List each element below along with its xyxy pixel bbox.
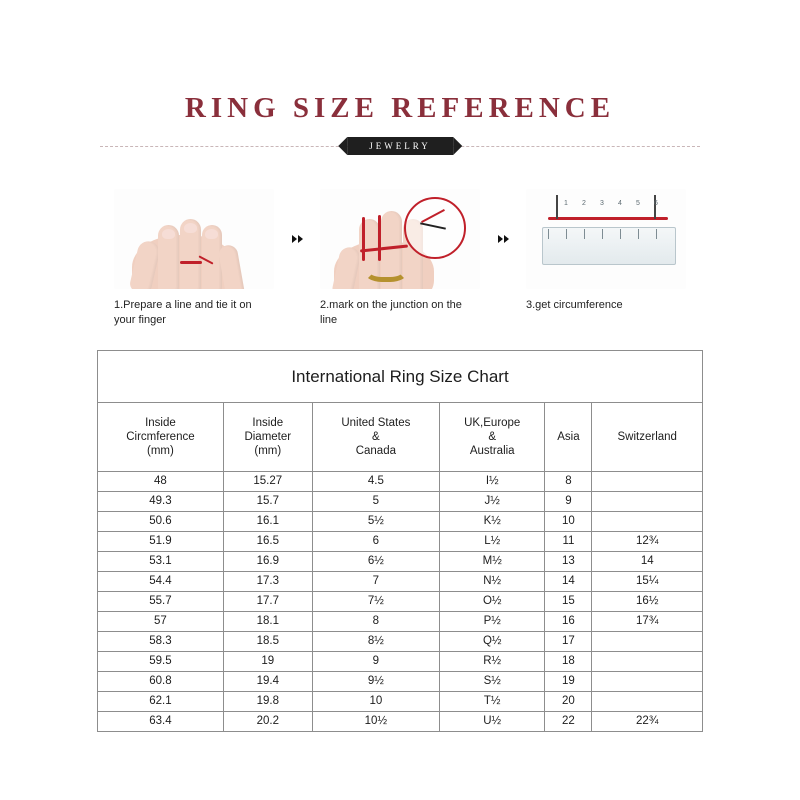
column-header-switzerland: Switzerland (592, 403, 702, 472)
table-cell: Q½ (440, 632, 545, 652)
table-cell: 6½ (312, 552, 439, 572)
table-cell: 50.6 (98, 512, 223, 532)
step-2-caption: 2.mark on the junction on the line (320, 299, 462, 326)
table-row (98, 512, 702, 532)
table-cell: M½ (440, 552, 545, 572)
table-cell: 7½ (312, 592, 439, 612)
table-row (98, 572, 702, 592)
table-cell: 63.4 (98, 712, 223, 732)
column-header-inside-circumference: Inside Circmference (mm) (98, 403, 223, 472)
step-1 (114, 189, 274, 328)
table-row (98, 552, 702, 572)
table-cell: 8 (545, 472, 592, 492)
table-cell: 13 (545, 552, 592, 572)
table-cell: 55.7 (98, 592, 223, 612)
table-cell: 18.5 (223, 632, 312, 652)
table-cell: 8 (312, 612, 439, 632)
table-cell: 16½ (592, 592, 702, 612)
table-cell: 54.4 (98, 572, 223, 592)
table-cell: 15¼ (592, 572, 702, 592)
table-cell: 9 (312, 652, 439, 672)
table-cell: 14 (545, 572, 592, 592)
table-cell (592, 632, 702, 652)
table-cell: 17 (545, 632, 592, 652)
column-header-uk-europe-australia: UK,Europe & Australia (440, 403, 545, 472)
table-cell: 10 (312, 692, 439, 712)
table-cell (592, 652, 702, 672)
table-row (98, 492, 702, 512)
table-cell: 6 (312, 532, 439, 552)
table-cell: 4.5 (312, 472, 439, 492)
ruler-measuring-image: 1 2 3 4 5 6 (526, 189, 686, 289)
table-cell: 19 (223, 652, 312, 672)
column-header-inside-diameter: Inside Diameter (mm) (223, 403, 312, 472)
table-row (98, 652, 702, 672)
hand-marking-junction-image (320, 189, 480, 289)
table-cell: 58.3 (98, 632, 223, 652)
table-cell: 15.27 (223, 472, 312, 492)
table-row (98, 472, 702, 492)
table-row (98, 692, 702, 712)
ring-size-chart (97, 350, 703, 732)
table-cell: 9½ (312, 672, 439, 692)
table-cell: 5½ (312, 512, 439, 532)
hand-with-thread-image (114, 189, 274, 289)
table-cell: 53.1 (98, 552, 223, 572)
table-row (98, 672, 702, 692)
table-cell: 18 (545, 652, 592, 672)
table-cell: 57 (98, 612, 223, 632)
table-cell: R½ (440, 652, 545, 672)
table-cell: 16.9 (223, 552, 312, 572)
table-cell: 16.1 (223, 512, 312, 532)
table-cell (592, 512, 702, 532)
size-table (98, 403, 702, 732)
table-cell: U½ (440, 712, 545, 732)
page-header (0, 0, 800, 157)
table-cell (592, 672, 702, 692)
table-row (98, 592, 702, 612)
table-cell (592, 492, 702, 512)
table-cell: 7 (312, 572, 439, 592)
table-cell: 60.8 (98, 672, 223, 692)
table-cell: 10½ (312, 712, 439, 732)
step-3-caption: 3.get circumference (526, 299, 623, 311)
table-cell: 11 (545, 532, 592, 552)
table-cell: 9 (545, 492, 592, 512)
table-cell: I½ (440, 472, 545, 492)
table-cell: 15 (545, 592, 592, 612)
table-cell: 48 (98, 472, 223, 492)
table-row (98, 712, 702, 732)
table-row (98, 632, 702, 652)
steps-row (0, 189, 800, 328)
header-divider (0, 137, 800, 157)
chart-title: International Ring Size Chart (98, 351, 702, 403)
table-row (98, 532, 702, 552)
table-cell: 22¾ (592, 712, 702, 732)
table-cell: P½ (440, 612, 545, 632)
jewelry-badge: JEWELRY (347, 137, 453, 155)
step-arrow-1 (274, 189, 320, 289)
table-header-row (98, 403, 702, 472)
table-cell: 10 (545, 512, 592, 532)
table-cell: 16 (545, 612, 592, 632)
table-cell: 20 (545, 692, 592, 712)
table-cell: 20.2 (223, 712, 312, 732)
page-title: RING SIZE REFERENCE (184, 92, 616, 124)
table-cell: 51.9 (98, 532, 223, 552)
table-cell: 22 (545, 712, 592, 732)
table-cell (592, 692, 702, 712)
table-cell: 49.3 (98, 492, 223, 512)
table-cell: J½ (440, 492, 545, 512)
table-cell: 15.7 (223, 492, 312, 512)
column-header-asia: Asia (545, 403, 592, 472)
table-cell: 18.1 (223, 612, 312, 632)
table-cell: 62.1 (98, 692, 223, 712)
table-cell: L½ (440, 532, 545, 552)
table-row (98, 612, 702, 632)
table-cell: 16.5 (223, 532, 312, 552)
table-cell: O½ (440, 592, 545, 612)
table-cell: 19.8 (223, 692, 312, 712)
step-2 (320, 189, 480, 328)
table-cell: N½ (440, 572, 545, 592)
table-cell: S½ (440, 672, 545, 692)
step-1-caption: 1.Prepare a line and tie it on your finger (114, 299, 252, 326)
table-cell: 17.3 (223, 572, 312, 592)
table-cell: 17.7 (223, 592, 312, 612)
table-cell (592, 472, 702, 492)
table-cell: 5 (312, 492, 439, 512)
table-cell: 17¾ (592, 612, 702, 632)
table-cell: 19 (545, 672, 592, 692)
column-header-us-canada: United States & Canada (312, 403, 439, 472)
table-cell: K½ (440, 512, 545, 532)
table-cell: 19.4 (223, 672, 312, 692)
table-cell: T½ (440, 692, 545, 712)
step-3 (526, 189, 686, 313)
step-arrow-2 (480, 189, 526, 289)
table-cell: 8½ (312, 632, 439, 652)
table-cell: 59.5 (98, 652, 223, 672)
table-cell: 12¾ (592, 532, 702, 552)
table-cell: 14 (592, 552, 702, 572)
